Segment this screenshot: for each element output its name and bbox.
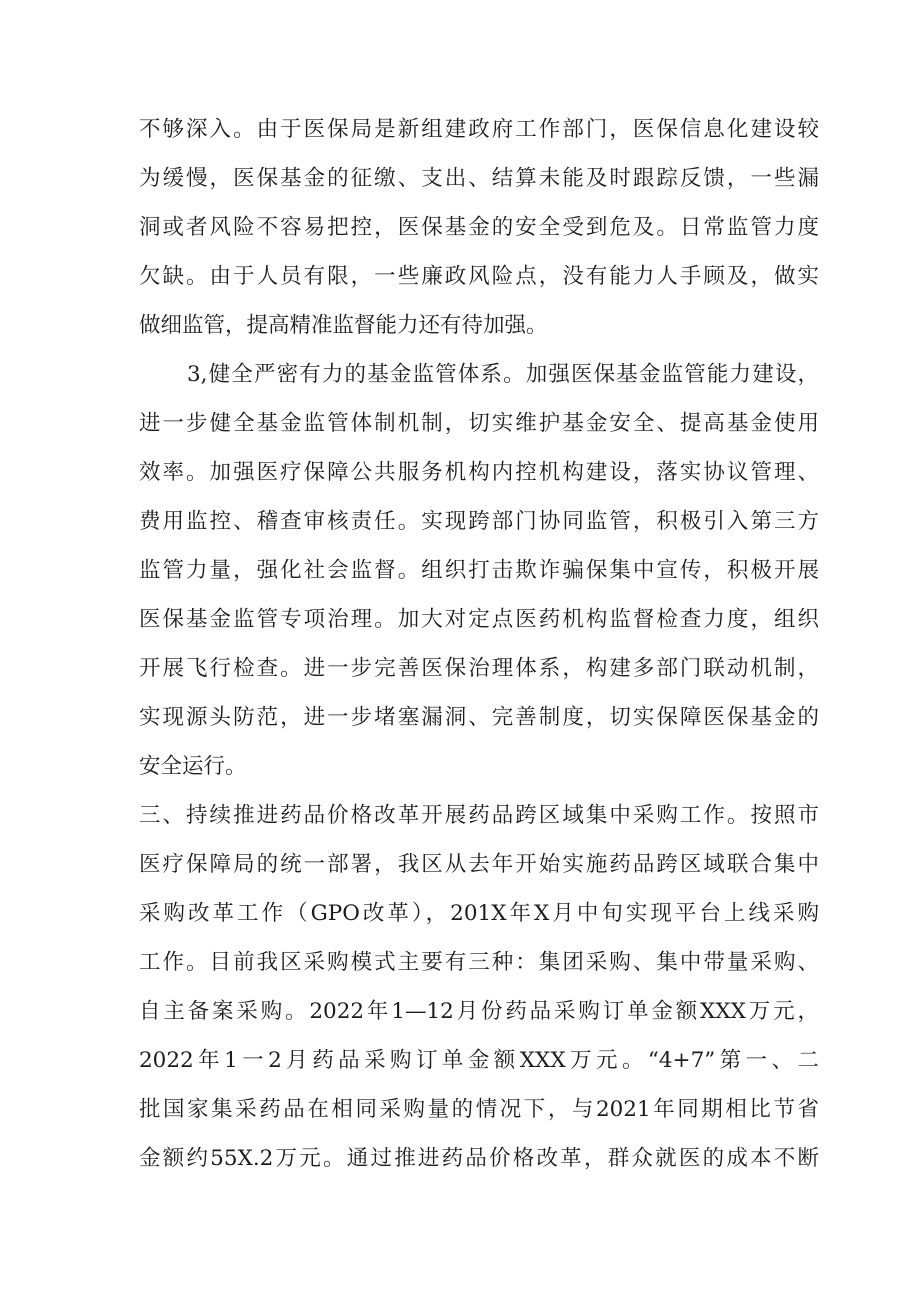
text-line: 效率。加强医疗保障公共服务机构内控机构建设，落实协议管理、 [139,460,819,485]
text-line: 实现源头防范，进一步堵塞漏洞、完善制度，切实保障医保基金的 [139,705,819,730]
text-line: 3,健全严密有力的基金监管体系。加强医保基金监管能力建设， [187,362,819,387]
text-line: 做细监管，提高精准监督能力还有待加强。 [139,313,548,338]
text-line: 医保基金监管专项治理。加大对定点医药机构监督检查力度，组织 [139,607,819,632]
text-line: 安全运行。 [139,754,247,779]
text-line: 不够深入。由于医保局是新组建政府工作部门，医保信息化建设较 [139,117,819,142]
text-line: 欠缺。由于人员有限，一些廉政风险点，没有能力人手顾及，做实 [139,264,819,289]
text-line: 洞或者风险不容易把控，医保基金的安全受到危及。日常监管力度 [139,215,819,240]
text-line: 工作。目前我区采购模式主要有三种：集团采购、集中带量采购、 [139,950,819,975]
text-line: 采购改革工作（GPO改革），201X年X月中旬实现平台上线采购 [139,901,819,926]
text-line: 三、持续推进药品价格改革开展药品跨区域集中采购工作。按照市 [139,803,819,828]
text-line: 医疗保障局的统一部署，我区从去年开始实施药品跨区域联合集中 [139,852,819,877]
text-line: 进一步健全基金监管体制机制，切实维护基金安全、提高基金使用 [139,411,819,436]
body-text [139,105,819,1183]
text-line: 金额约55X.2万元。通过推进药品价格改革，群众就医的成本不断 [139,1146,819,1171]
text-line: 监管力量，强化社会监督。组织打击欺诈骗保集中宣传，积极开展 [139,558,819,583]
text-line: 开展飞行检查。进一步完善医保治理体系，构建多部门联动机制， [139,656,819,681]
text-line: 费用监控、稽查审核责任。实现跨部门协同监管，积极引入第三方 [139,509,819,534]
text-line: 2022年1一2月药品采购订单金额XXX万元。“4+7”第一、二 [139,1048,819,1073]
text-line: 批国家集采药品在相同采购量的情况下，与2021年同期相比节省 [139,1097,819,1122]
text-line: 自主备案采购。2022年1—12月份药品采购订单金额XXX万元， [139,999,819,1024]
text-line: 为缓慢，医保基金的征缴、支出、结算未能及时跟踪反馈，一些漏 [139,166,819,191]
